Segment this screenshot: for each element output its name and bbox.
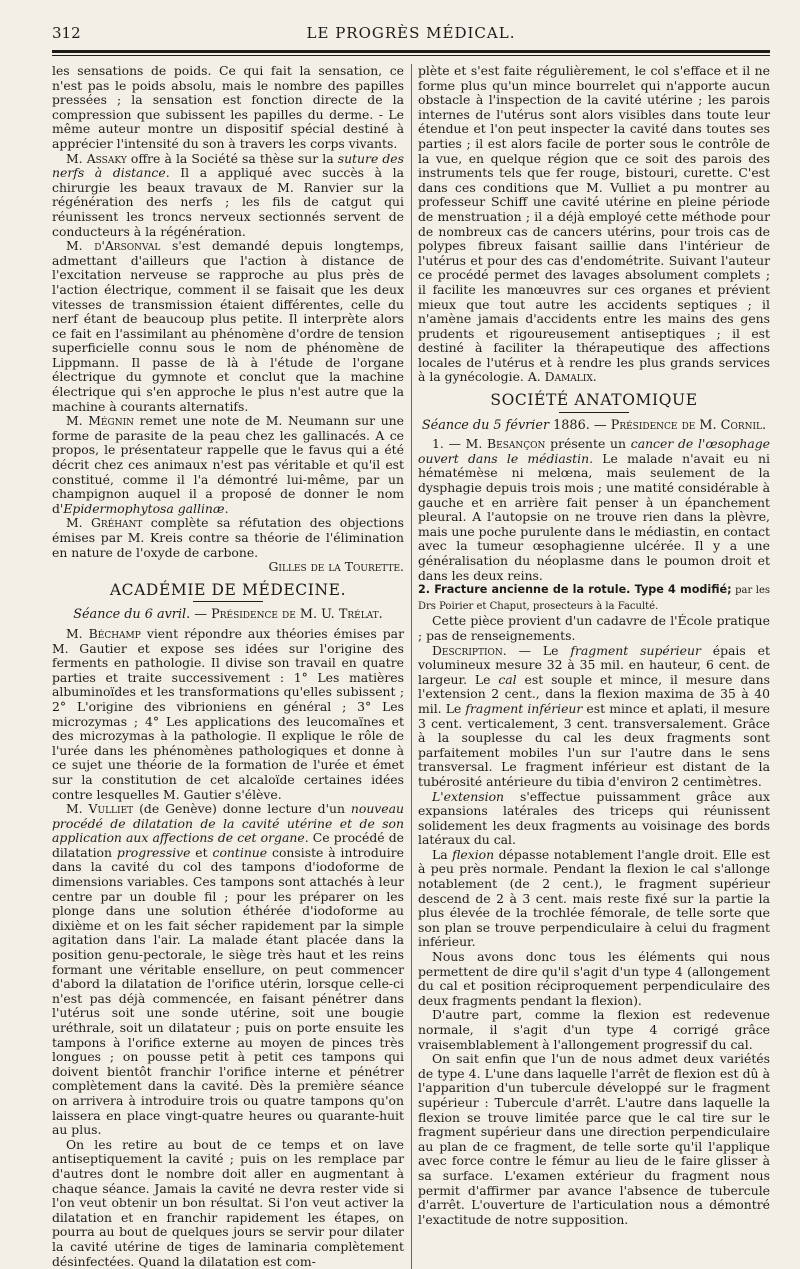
paragraph: plète et s'est faite régulièrement, le col s'efface et il ne forme plus qu'un mince bourrelet qui n'apporte aucun obstacle à l'inspection de la cavité utérine ; les parois internes de l'utérus sont alors visibles dans toute leur étendue et l'on peut inspecter la cavité dans toutes ses parties ; il est alors facile de porter sous le contrôle de la vue, en quelque région que ce soit des parois des instruments tels que fer rouge, bistouri, curette. C'est dans ces conditions que M. Vulliet a pu montrer au professeur Schiff une cavité utérine en pleine période de menstruation ; il a déjà employé cette méthode pour de nombreux cas de cancers utérins, pour trois cas de polypes fibreux faisant saillie dans l'intérieur de l'utérus et pour des cas d'endométrite. Suivant l'auteur ce procédé permet des lavages absolument complets ; il facilite les manœuvres sur ces organes et prévient mieux que tout autre les accidents septiques ; il n'amène jamais d'accidents entre les mains des gens prudents et rigoureusement antiseptiques ; il est destiné à faciliter la thérapeutique des affections locales de l'utérus et à rendre les plus grands services à la gynécologie. A. Damalix. [418, 63, 770, 385]
paragraph: Nous avons donc tous les éléments qui nous permettent de dire qu'il s'agit d'un type 4 (allongement du cal et position réciproquement perpendiculaire des deux fragments pendant la flexion). [418, 949, 770, 1008]
page-number: 312 [52, 24, 81, 42]
paragraph: M. Vulliet (de Genève) donne lecture d'un nouveau procédé de dilatation de la cavité utérine et de son application aux affections de cet organe. Ce procédé de dilatation progressive et continue consiste à introduire dans la cavité du col des tampons d'iodoforme de dimensions variables. Ces tampons sont attachés à leur centre par un double fil ; pour les préparer on les plonge dans une solution éthérée d'iodoforme au dixième et on les fait sécher rapidement par la simple agitation dans l'air. La malade étant placée dans la position genu-pectorale, le siège très haut et les reins formant une véritable ensellure, on peut commencer d'abord la dilatation de l'orifice utérin, lorsque celle-ci n'est pas déjà commencée, en faisant pénétrer dans l'utérus soit une sonde utérine, soit une bougie uréthrale, soit un dilatateur ; puis on porte ensuite les tampons à l'orifice externe au moyen de pinces très longues ; on pousse petit à petit ces tampons qui doivent bientôt franchir l'orifice interne et pénétrer complètement dans la cavité. Dès la première séance on arrivera à introduire trois ou quatre tampons qu'on laissera en place vingt-quatre heures ou quarante-huit au plus. [52, 801, 404, 1138]
header-rule-thick [52, 50, 770, 53]
paragraph: Cette pièce provient d'un cadavre de l'École pratique ; pas de renseignements. [418, 613, 770, 643]
page-header [52, 22, 770, 44]
paragraph: 1. — M. Besançon présente un cancer de l'œsophage ouvert dans le médiastin. Le malade n'avait eu ni hématémèse ni melœna, mais seulement de la dysphagie depuis trois mois ; une matité considérable à gauche et en arrière fait penser à un épanchement pleural. A l'autopsie on ne trouve rien dans la plèvre, mais une poche purulente dans le médiastin, en contact avec la tumeur œsophagienne ulcérée. Il y a une généralisation du néoplasme dans le poumon droit et dans les deux reins. [418, 436, 770, 583]
paragraph: M. Mégnin remet une note de M. Neumann sur une forme de parasite de la peau chez les gallinacés. A ce propos, le présentateur rappelle que le favus qui a été décrit chez ces animaux n'est pas véritable et qu'il est constitué, comme il l'a démontré lui-même, par un champignon auquel il a proposé de donner le nom d'Epidermophytosa gallinæ. [52, 413, 404, 516]
signature: Gilles de la Tourette. [268, 559, 404, 575]
section-title-societe: SOCIÉTÉ ANATOMIQUE [490, 391, 698, 410]
journal-title: LE PROGRÈS MÉDICAL. [306, 24, 516, 42]
section-rule [193, 601, 263, 602]
seance-line: Séance du 6 avril. — Présidence de M. U. Trélat. [73, 607, 383, 623]
paragraph: D'autre part, comme la flexion est redevenue normale, il s'agit d'un type 4 corrigé grâce vraisemblablement à l'allongement progressif du cal. [418, 1007, 770, 1052]
section-rule [559, 412, 629, 413]
paragraph: La flexion dépasse notablement l'angle droit. Elle est à peu près normale. Pendant la flexion le cal s'allonge notablement (de 2 cent.), le fragment supérieur descend de 2 à 3 cent. mais reste fixé sur la partie la plus élevée de la trochlée fémorale, de telle sorte que son plan se trouve perpendiculaire à celui du fragment inférieur. [418, 846, 770, 950]
paragraph: M. Béchamp vient répondre aux théories émises par M. Gautier et expose ses idées sur l'origine des ferments en pathologie. Il divise son travail en quatre parties et traite successivement : 1° Les matières albuminoïdes et les transformations qu'elles subissent ; 2° L'origine des vibrioniens en général ; 3° Les microzymas ; 4° Les applications des leucomaïnes et des microzymas à la pathologie. Il explique le rôle de l'urée dans les phénomènes pathologiques et donne à ce sujet une théorie de la formation de l'urée et émet sur la constitution de cet alcaloïde certaines idées contre lesquelles M. Gautier s'élève. [52, 625, 404, 802]
paragraph: les sensations de poids. Ce qui fait la sensation, ce n'est pas le poids absolu, mais le nombre des papilles pressées ; la sensation est fonction directe de la compression que subissent les papilles du derme. - Le même auteur montre un dispositif spécial destiné à apprécier l'intensité du son à travers les corps vivants. [52, 63, 404, 151]
column-divider [411, 64, 412, 1269]
seance-line: Séance du 5 février 1886. — Présidence de M. Cornil. [421, 417, 767, 433]
left-column [52, 64, 404, 1269]
paragraph: M. Assaky offre à la Société sa thèse sur la suture des nerfs à distance. Il a appliqué avec succès à la chirurgie les beaux travaux de M. Ranvier sur la régénération des nerfs ; les fils de catgut qui réunissent les troncs nerveux sectionnés servent de conducteurs à la régénération. [52, 150, 404, 239]
paragraph: M. d'Arsonval s'est demandé depuis longtemps, admettant d'ailleurs que l'action à distance de l'excitation nerveuse se rapproche au plus près de l'action électrique, comment il se faisait que les deux vitesses de transmission étaient différentes, celle du nerf étant de beaucoup plus petite. Il interprète alors ce fait en l'assimilant au phénomène d'ordre de tension superficielle connu sous le nom de phénomène de Lippmann. Il passe de là à l'étude de l'organe électrique du gymnote et conclut que la machine électrique qui s'en approche le plus n'est autre que la machine à courants alternatifs. [52, 238, 404, 414]
right-column [418, 64, 770, 1269]
header-rule-thin [52, 55, 770, 56]
paragraph: On les retire au bout de ce temps et on lave antiseptiquement la cavité ; puis on les remplace par d'autres dont le nombre doit aller en augmentant à chaque séance. Jamais la cavité ne devra rester vide si l'on veut obtenir un bon résultat. Si l'on veut activer la dilatation et en franchir rapidement les étapes, on pourra au bout de quelques jours se servir pour dilater la cavité utérine de tiges de laminaria complètement désinfectées. Quand la dilatation est com- [52, 1136, 404, 1269]
case-heading: 2. Fracture ancienne de la rotule. Type 4 modifié; par les Drs Poirier et Chaput, prosecteurs à la Faculté. [418, 583, 770, 612]
paragraph: L'extension s'effectue puissamment grâce aux expansions latérales des triceps qui réunissent solidement les deux fragments au voisinage des bords latéraux du cal. [418, 788, 770, 848]
signature: A. Damalix. [527, 369, 597, 385]
paragraph: M. Gréhant complète sa réfutation des objections émises par M. Kreis contre sa théorie de l'élimination en nature de l'oxyde de carbone. [52, 515, 404, 560]
two-column-body [52, 64, 770, 1269]
paragraph: Description. — Le fragment supérieur épais et volumineux mesure 32 à 35 mil. en hauteur, 6 cent. de largeur. Le cal est souple et mince, il mesure dans l'extension 2 cent., dans la flexion maxima de 35 à 40 mil. Le fragment inférieur est mince et aplati, il mesure 3 cent. verticalement, 3 cent. transversalement. Grâce à la souplesse du cal les deux fragments sont parfaitement mobiles l'un sur l'autre dans le sens transversal. Le fragment inférieur est distant de la tubérosité antérieure du tibia d'environ 2 centimètres. [418, 642, 770, 789]
paragraph: On sait enfin que l'un de nous admet deux variétés de type 4. L'une dans laquelle l'arrêt de flexion est dû à l'apparition d'un tubercule développé sur le fragment supérieur : Tubercule d'arrêt. L'autre dans laquelle la flexion se trouve limitée parce que le cal tire sur le fragment supérieur dans une direction perpendiculaire au plan de ce fragment, de telle sorte qu'il l'applique avec force contre le fémur au lieu de le faire glisser à sa surface. L'examen extérieur du fragment nous permit d'affirmer par avance l'absence de tubercule d'arrêt. L'ouverture de l'articulation nous a démontré l'exactitude de notre supposition. [418, 1051, 770, 1227]
section-title-academie: ACADÉMIE DE MÉDECINE. [109, 580, 347, 599]
